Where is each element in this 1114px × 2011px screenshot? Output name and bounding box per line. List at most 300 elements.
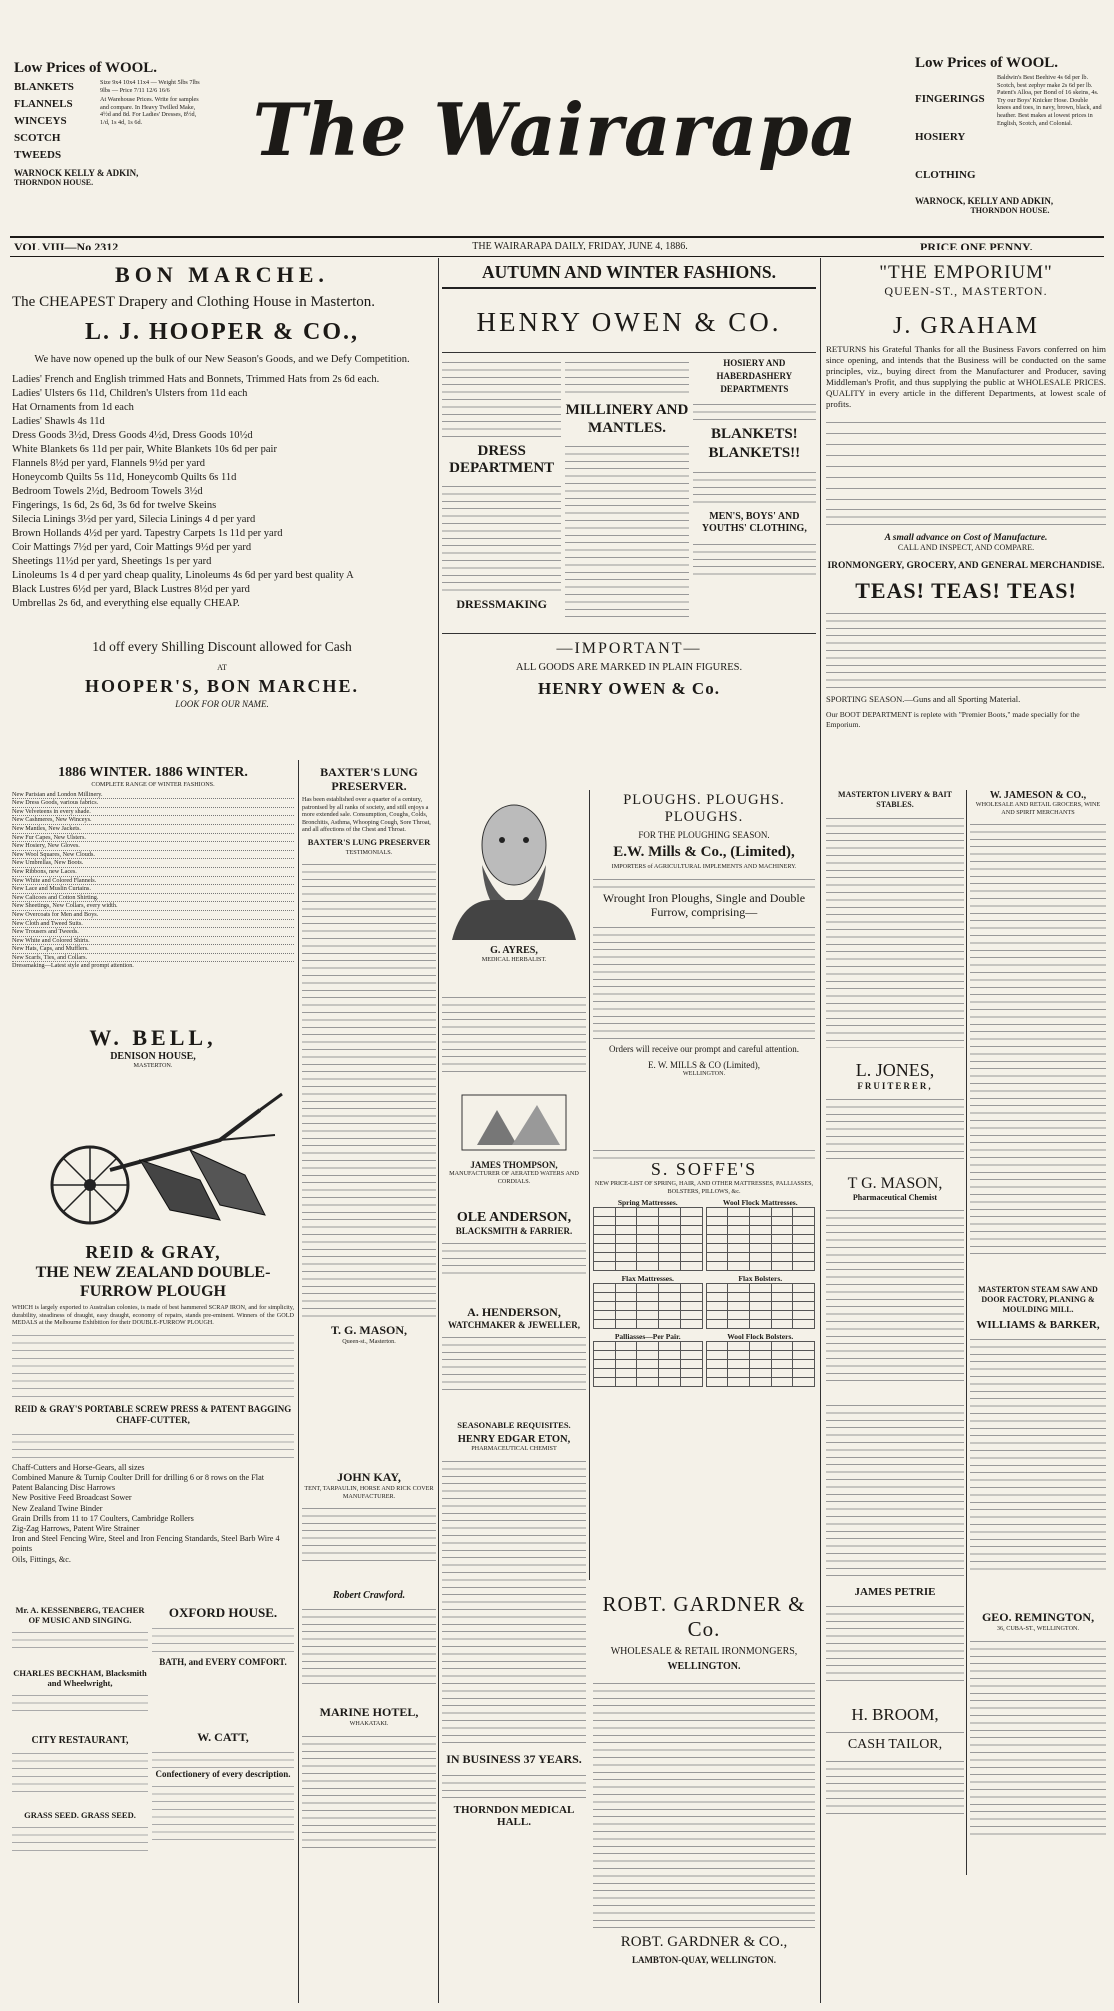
table-heading: Wool Flock Mattresses. (722, 1198, 798, 1208)
list-item: Brown Hollands 4½d per yard. Tapestry Carpets 1s 11d per yard (12, 528, 283, 539)
table-cell (728, 1253, 750, 1262)
emporium-ad (826, 262, 1106, 782)
livery-heading: MASTERTON LIVERY & BAIT STABLES. (838, 790, 952, 809)
table-cell (793, 1293, 815, 1302)
table-cell (659, 1253, 681, 1262)
table-cell (728, 1244, 750, 1253)
list-item: New Ribbons, new Laces. (12, 868, 294, 877)
list-item: New Trousers and Tweeds. (12, 928, 294, 937)
table-cell (728, 1378, 750, 1387)
table-cell (771, 1208, 793, 1217)
table-cell (594, 1320, 616, 1329)
table-cell (749, 1360, 771, 1369)
table-cell (793, 1311, 815, 1320)
autumn-heading: AUTUMN AND WINTER FASHIONS. (442, 262, 816, 289)
remington-name: GEO. REMINGTON, (981, 1610, 1095, 1624)
gardner-address: LAMBTON-QUAY, WELLINGTON. (631, 1955, 777, 1965)
catt-ad (152, 1730, 294, 1870)
jameson-sub: WHOLESALE AND RETAIL GROCERS, WINE AND SPIRIT MERCHANTS (975, 801, 1101, 816)
right-ad-house: THORNDON HOUSE. (970, 206, 1050, 215)
table-row (706, 1342, 815, 1351)
discount-line: 1d off every Shilling Discount allowed for Cash (92, 639, 352, 654)
list-item: New Overcoats for Men and Boys. (12, 911, 294, 920)
column-divider (820, 258, 821, 2003)
marine-hotel-name: MARINE HOTEL, (319, 1705, 419, 1719)
list-item: New Cloth and Tweed Suits. (12, 920, 294, 929)
winter-heading: 1886 WINTER. 1886 WINTER. (58, 765, 248, 780)
important-heading: —IMPORTANT— (442, 633, 816, 658)
table-cell (680, 1262, 702, 1271)
table-heading: Palliasses—Per Pair. (614, 1332, 681, 1342)
table-cell (749, 1293, 771, 1302)
bell-name: W. BELL, (89, 1025, 217, 1050)
right-ad-heading: Low Prices of WOOL. (915, 55, 1059, 71)
masthead-rule (10, 236, 1104, 238)
crawford-name: Robert Crawford. (332, 1590, 406, 1601)
table-cell (680, 1253, 702, 1262)
soffe-name: S. SOFFE'S (650, 1159, 758, 1179)
table-cell (793, 1253, 815, 1262)
table-cell (749, 1311, 771, 1320)
table-cell (637, 1342, 659, 1351)
table-row (594, 1253, 703, 1262)
baxter-text: Has been established over a quarter of a century, patronised by all ranks of society, and still enjoys a more extended sale. Consumption, Coughs, Colds, Bronchitis, Asthma, Whooping Cough, Sore Throat, and all affections of the Chest and Throat. (302, 796, 431, 834)
table-cell (706, 1351, 728, 1360)
table-cell (680, 1302, 702, 1311)
table-cell (793, 1369, 815, 1378)
marine-hotel-sub: WHAKATAKI. (349, 1720, 389, 1727)
table-heading: Wool Flock Bolsters. (727, 1332, 794, 1342)
list-item: White Blankets 6s 11d per pair, White Blankets 10s 6d per pair (12, 444, 277, 455)
thorndon-medical-hall: THORNDON MEDICAL HALL. (453, 1803, 575, 1828)
column-divider (966, 790, 967, 1875)
table-cell (659, 1369, 681, 1378)
table-cell (615, 1235, 637, 1244)
table-cell (680, 1360, 702, 1369)
graham-text: RETURNS his Grateful Thanks for all the Business Favors conferred on him since opening, and intends that the Business will be conducted on the same principles, viz., buying direct from the Manufacturer and Producer, saving Middleman's Profit, and thus supplying the public at WHOLESALE PRICES. QUALITY in every article in the different Departments, at lowest scale of profits. (826, 344, 1106, 409)
table-cell (615, 1293, 637, 1302)
baxter-heading: BAXTER'S LUNG PRESERVER. (320, 765, 418, 793)
list-item: New Fur Capes, New Ulsters. (12, 834, 294, 843)
bon-marche-title: BON MARCHE. (115, 262, 329, 287)
table-cell (728, 1217, 750, 1226)
baxter-mason-sub: Queen-st., Masterton. (342, 1337, 396, 1345)
masthead-right-ad (915, 55, 1105, 235)
price-table (593, 1207, 703, 1271)
table-row (594, 1226, 703, 1235)
bell-ad (12, 1025, 294, 1077)
mills-town: WELLINGTON. (682, 1069, 726, 1077)
table-cell (771, 1378, 793, 1387)
table-cell (637, 1320, 659, 1329)
left-ad-house: THORNDON HOUSE. (14, 178, 94, 187)
table-cell (793, 1262, 815, 1271)
masthead (0, 0, 1114, 250)
table-cell (771, 1360, 793, 1369)
oxford-house-name: OXFORD HOUSE. (168, 1605, 278, 1620)
oxford-house-ad (152, 1605, 294, 1725)
dateline: THE WAIRARAPA DAILY, FRIDAY, JUNE 4, 1886. (472, 241, 688, 250)
table-row (706, 1262, 815, 1271)
table-cell (680, 1235, 702, 1244)
mills-name: E.W. Mills & Co., (Limited), (613, 844, 795, 860)
mills-sub: IMPORTERS of AGRICULTURAL IMPLEMENTS AND MACHINERY. (611, 863, 797, 870)
table-cell (793, 1342, 815, 1351)
orders-note: Orders will receive our prompt and careful attention. (609, 1043, 799, 1054)
table-cell (749, 1351, 771, 1360)
table-row (706, 1226, 815, 1235)
table-cell (637, 1311, 659, 1320)
left-ad-item: WINCEYS (14, 115, 67, 127)
table-cell (615, 1244, 637, 1253)
look-for-name: LOOK FOR OUR NAME. (175, 699, 269, 709)
emporium-street: QUEEN-ST., MASTERTON. (884, 284, 1048, 298)
steam-factory-heading: MASTERTON STEAM SAW AND DOOR FACTORY, PLANING & MOULDING MILL. (978, 1285, 1098, 1314)
henderson-ad (442, 1305, 586, 1415)
ayres-name: G. AYRES, (490, 945, 538, 956)
reid-gray-text: WHICH is largely exported to Australian colonies, is made of best hammered SCRAP IRON, and for simplicity, durability, steadiness of draught, easy draught, economy of repairs, stands pre-eminent. Winners of the GOLD MEDALS at the Melbourne Exhibition for their DOUBLE-FURROW PLOUGH. (12, 1304, 294, 1327)
winter-subheading: COMPLETE RANGE OF WINTER FASHIONS. (91, 781, 215, 788)
left-ad-item: FLANNELS (14, 98, 73, 110)
table-cell (594, 1244, 616, 1253)
right-ad-item: CLOTHING (915, 169, 976, 181)
table-cell (615, 1284, 637, 1293)
table-cell (637, 1378, 659, 1387)
table-cell (793, 1226, 815, 1235)
table-cell (594, 1311, 616, 1320)
table-cell (706, 1293, 728, 1302)
crawford-ad (302, 1590, 436, 1700)
mills-sign: E. W. MILLS & CO (Limited), (648, 1059, 760, 1070)
jones-name: L. JONES, (855, 1060, 935, 1080)
table-row (706, 1311, 815, 1320)
table-row (706, 1351, 815, 1360)
table-cell (615, 1253, 637, 1262)
list-item: Sheetings 11½d per yard, Sheetings 1s per yard (12, 556, 212, 567)
table-cell (594, 1351, 616, 1360)
table-cell (771, 1351, 793, 1360)
list-item: New Hosiery, New Gloves. (12, 842, 294, 851)
eton-name: HENRY EDGAR ETON, (457, 1434, 571, 1445)
nz-plough-heading: THE NEW ZEALAND DOUBLE-FURROW PLOUGH (35, 1264, 271, 1300)
table-cell (637, 1293, 659, 1302)
newspaper-title: The Wairarapa (252, 87, 858, 172)
table-cell (793, 1235, 815, 1244)
jameson-ad (970, 790, 1106, 1280)
table-row (594, 1217, 703, 1226)
table-cell (749, 1226, 771, 1235)
chaff-cutter-heading: REID & GRAY'S PORTABLE SCREW PRESS & PATENT BAGGING CHAFF-CUTTER, (14, 1403, 292, 1425)
table-row (594, 1311, 703, 1320)
mason2-ad (826, 1175, 964, 1395)
table-cell (594, 1208, 616, 1217)
table-row (594, 1208, 703, 1217)
table-cell (771, 1235, 793, 1244)
table-cell (793, 1284, 815, 1293)
price-table (706, 1207, 816, 1271)
winter-footer: Dressmaking—Latest style and prompt attention. (12, 962, 134, 970)
table-cell (749, 1262, 771, 1271)
gardner-name-2: ROBT. GARDNER & CO., (620, 1934, 788, 1950)
table-row (706, 1217, 815, 1226)
table-cell (680, 1369, 702, 1378)
table-cell (793, 1351, 815, 1360)
list-item: Honeycomb Quilts 5s 11d, Honeycomb Quilts 6s 11d (12, 472, 237, 483)
hooper-name: HOOPER'S, BON MARCHE. (84, 676, 359, 696)
table-cell (680, 1217, 702, 1226)
business-years: IN BUSINESS 37 YEARS. (446, 1751, 582, 1766)
table-cell (680, 1208, 702, 1217)
table-cell (771, 1311, 793, 1320)
left-ad-sizes: Size 9x4 10x4 11x4 — Weight 5lbs 7lbs 9lbs — Price 7/11 12/6 16/6 (100, 79, 200, 94)
list-item: New Cashmeres, New Winceys. (12, 816, 294, 825)
table-cell (594, 1253, 616, 1262)
list-item: New Parisian and London Millinery. (12, 791, 294, 800)
table-cell (749, 1244, 771, 1253)
table-row (594, 1284, 703, 1293)
table-cell (749, 1320, 771, 1329)
testimonials-heading: TESTIMONIALS. (345, 848, 393, 856)
dress-department: DRESS DEPARTMENT (449, 443, 555, 476)
gardner-sub: WHOLESALE & RETAIL IRONMONGERS, (610, 1646, 798, 1657)
table-row (706, 1302, 815, 1311)
table-cell (728, 1360, 750, 1369)
table-row (706, 1378, 815, 1387)
left-ad-notes: At Warehouse Prices. Write for samples and compare. In Heavy Twilled Make, 4½d and 8d. For Ladies' Dresses, 8½d, 1/d, 1s 4d, 1s 6d. (100, 96, 199, 126)
wrought-heading: Wrought Iron Ploughs, Single and Double Furrow, comprising— (602, 890, 806, 919)
thompson-ad (442, 1085, 586, 1205)
soffe-ad (593, 1145, 815, 1565)
list-item: New Sheetings, New Collars, every width. (12, 902, 294, 911)
table-row (706, 1284, 815, 1293)
list-item: Coir Mattings 7½d per yard, Coir Mattings 9½d per yard (12, 542, 252, 553)
list-item: Ladies' Ulsters 6s 11d, Children's Ulsters from 11d each (12, 388, 248, 399)
left-ad-item: SCOTCH TWEEDS (14, 132, 62, 161)
table-cell (706, 1208, 728, 1217)
right-ad-notes: Baldwin's Best Beehive 4s 6d per lb. Scotch, best zephyr make 2s 6d per lb. Patent's Alloa, per Bond of 16 skeins, 4s. Try our Boys' Knicker Hose. Double knees and toes, in navy, brown, black, and heather. Best makes at lowest prices in English, Scotch, and Colonial. (997, 74, 1102, 127)
table-cell (594, 1262, 616, 1271)
gardner-ad (593, 1592, 815, 2002)
table-cell (637, 1253, 659, 1262)
bon-marche-ad (12, 262, 432, 762)
list-item: New Velveteens in every shade. (12, 808, 294, 817)
volume-number: VOL VIII—No 2312 (14, 240, 119, 250)
list-item: Bedroom Towels 2½d, Bedroom Towels 3½d (12, 486, 203, 497)
table-cell (728, 1320, 750, 1329)
table-cell (771, 1244, 793, 1253)
teas-heading: TEAS! TEAS! TEAS! (855, 578, 1077, 603)
anderson-name: OLE ANDERSON, (456, 1210, 572, 1225)
column-divider (589, 790, 590, 1580)
ayres-ad (442, 790, 586, 990)
table-cell (706, 1217, 728, 1226)
grass-seed-ad (12, 1810, 148, 1870)
list-item: New Mantles, New Jackets. (12, 825, 294, 834)
table-row (594, 1360, 703, 1369)
table-cell (659, 1284, 681, 1293)
table-cell (728, 1235, 750, 1244)
broom-ad (826, 1705, 964, 1875)
table-cell (706, 1360, 728, 1369)
list-item: New Lace and Muslin Curtains. (12, 885, 294, 894)
table-cell (771, 1226, 793, 1235)
table-cell (594, 1226, 616, 1235)
at-label: AT (217, 663, 227, 672)
table-row (594, 1378, 703, 1387)
table-cell (706, 1253, 728, 1262)
plough-illustration (20, 1080, 290, 1240)
catt-name: W. CATT, (197, 1730, 249, 1744)
eton-ad (442, 1420, 586, 1870)
table-cell (706, 1284, 728, 1293)
table-cell (594, 1293, 616, 1302)
table-row (706, 1235, 815, 1244)
winter-ad (12, 765, 294, 1025)
right-ad-firm: WARNOCK, KELLY AND ADKIN, (915, 196, 1054, 206)
table-cell (659, 1244, 681, 1253)
price-table (593, 1283, 703, 1329)
eton-sub: PHARMACEUTICAL CHEMIST (471, 1445, 557, 1452)
broom-name: H. BROOM, (851, 1705, 939, 1724)
table-cell (615, 1351, 637, 1360)
ploughs-heading: PLOUGHS. PLOUGHS. PLOUGHS. (623, 792, 785, 825)
thompson-name: JAMES THOMPSON, (470, 1160, 558, 1170)
table-cell (728, 1262, 750, 1271)
kay-ad (302, 1470, 436, 1585)
table-row (594, 1244, 703, 1253)
owner-name: L. J. HOOPER & CO., (84, 319, 359, 345)
table-cell (749, 1369, 771, 1378)
kessenberg-ad (12, 1605, 148, 1665)
table-cell (706, 1320, 728, 1329)
table-row (706, 1320, 815, 1329)
list-item: Hat Ornaments from 1d each (12, 402, 134, 413)
table-cell (728, 1302, 750, 1311)
table-cell (615, 1320, 637, 1329)
table-cell (706, 1369, 728, 1378)
table-cell (771, 1369, 793, 1378)
blankets-heading: BLANKETS! BLANKETS!! (708, 426, 801, 461)
table-cell (706, 1244, 728, 1253)
table-cell (706, 1302, 728, 1311)
list-item: Iron and Steel Fencing Wire, Steel and Iron Fencing Standards, Steel Barb Wire 4 points (12, 1534, 280, 1554)
table-cell (615, 1302, 637, 1311)
henderson-name: A. HENDERSON, (467, 1305, 561, 1319)
table-cell (637, 1217, 659, 1226)
table-row (706, 1208, 815, 1217)
boot-line: Our BOOT DEPARTMENT is replete with "Premier Boots," made specially for the Emporium. (826, 710, 1080, 729)
table-cell (728, 1369, 750, 1378)
mason2-name: T G. MASON, (847, 1175, 943, 1192)
column-divider (438, 258, 439, 2003)
city-restaurant-ad (12, 1735, 148, 1805)
list-item: Umbrellas 2s 6d, and everything else equally CHEAP. (12, 598, 240, 609)
list-item: Patent Balancing Disc Harrows (12, 1483, 115, 1493)
list-item: New Scarfs, Ties, and Collars. (12, 954, 294, 963)
table-cell (793, 1244, 815, 1253)
table-cell (615, 1226, 637, 1235)
list-item: Flannels 8½d per yard, Flannels 9½d per yard (12, 458, 206, 469)
table-cell (793, 1208, 815, 1217)
bell-house: DENISON HOUSE, (110, 1051, 196, 1062)
table-cell (680, 1320, 702, 1329)
table-cell (728, 1342, 750, 1351)
list-item: New White and Colored Shirts. (12, 937, 294, 946)
table-cell (594, 1369, 616, 1378)
intro: We have now opened up the bulk of our New Season's Goods, and we Defy Competition. (34, 354, 410, 365)
table-cell (637, 1302, 659, 1311)
left-ad-heading: Low Prices of WOOL. (14, 60, 158, 76)
list-item: Grain Drills from 11 to 17 Coulters, Cambridge Rollers (12, 1513, 194, 1523)
reid-gray-filler (12, 1330, 294, 1400)
baxter-ad (302, 765, 436, 1465)
chaff-filler (12, 1429, 294, 1459)
livery-ad (826, 790, 964, 1050)
ironmongery-line: IRONMONGERY, GROCERY, AND GENERAL MERCHANDISE. (827, 561, 1105, 571)
table-cell (749, 1302, 771, 1311)
table-cell (615, 1262, 637, 1271)
price-table (593, 1341, 703, 1387)
dressmaking-heading: DRESSMAKING (456, 597, 548, 611)
table-cell (659, 1262, 681, 1271)
table-row (706, 1293, 815, 1302)
plain-figures: ALL GOODS ARE MARKED IN PLAIN FIGURES. (515, 662, 743, 673)
table-cell (637, 1208, 659, 1217)
table-cell (749, 1284, 771, 1293)
beckham-ad (12, 1668, 148, 1728)
ayres-sub: MEDICAL HERBALIST. (481, 956, 547, 963)
left-ad-item: BLANKETS (14, 81, 74, 93)
price-table (706, 1283, 816, 1329)
table-row (594, 1369, 703, 1378)
table-cell (637, 1235, 659, 1244)
broom-sub: CASH TAILOR, (847, 1737, 943, 1752)
table-row (706, 1253, 815, 1262)
table-row (594, 1320, 703, 1329)
list-item: New Calicoes and Cotton Shirting. (12, 894, 294, 903)
list-item: New Hats, Caps, and Mufflers. (12, 945, 294, 954)
table-cell (659, 1320, 681, 1329)
table-cell (659, 1311, 681, 1320)
table-cell (637, 1284, 659, 1293)
remington-ad (970, 1610, 1106, 1875)
table-row (594, 1342, 703, 1351)
baxter-mason: T. G. MASON, (330, 1322, 408, 1337)
table-cell (728, 1351, 750, 1360)
table-cell (728, 1311, 750, 1320)
ploughing-season: FOR THE PLOUGHING SEASON. (638, 830, 770, 840)
header-rule (10, 256, 1104, 257)
table-cell (771, 1302, 793, 1311)
table-cell (706, 1226, 728, 1235)
table-cell (615, 1311, 637, 1320)
table-row (594, 1293, 703, 1302)
list-item: Oils, Fittings, &c. (12, 1554, 71, 1564)
kessenberg-name: Mr. A. KESSENBERG, TEACHER OF MUSIC AND SINGING. (15, 1605, 145, 1625)
list-item: Dress Goods 3½d, Dress Goods 4½d, Dress Goods 10½d (12, 430, 253, 441)
table-cell (659, 1302, 681, 1311)
table-cell (615, 1342, 637, 1351)
list-item: New Positive Feed Broadcast Sower (12, 1493, 132, 1503)
bon-marche-tagline: The CHEAPEST Drapery and Clothing House in Masterton. (12, 294, 376, 310)
table-row (594, 1262, 703, 1271)
table-cell (728, 1208, 750, 1217)
city-restaurant-name: CITY RESTAURANT, (31, 1735, 129, 1746)
table-cell (637, 1369, 659, 1378)
left-ad-items (14, 79, 94, 164)
table-cell (771, 1253, 793, 1262)
seasonable-heading: SEASONABLE REQUISITES. (457, 1420, 571, 1430)
